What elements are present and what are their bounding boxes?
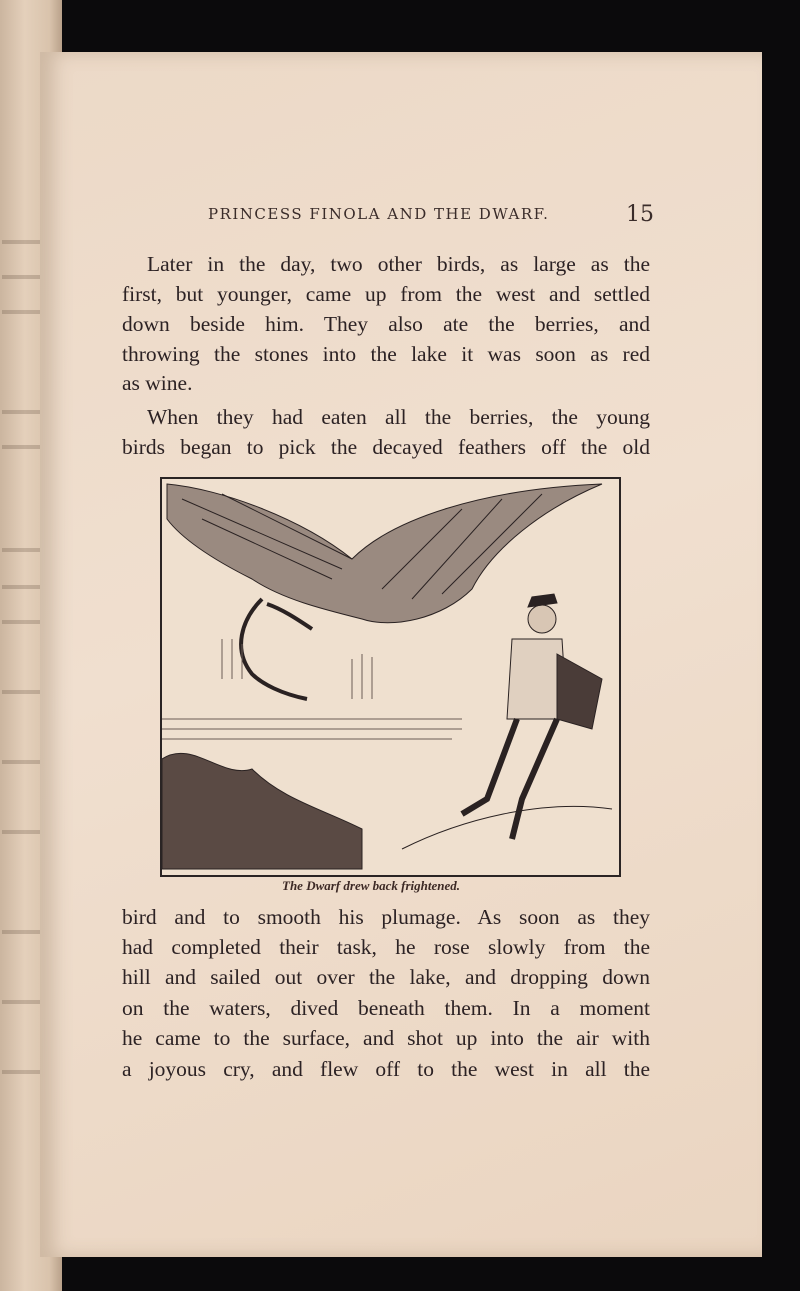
text-line: had completed their task, he rose slowly from the [122,935,650,959]
text-line: hill and sailed out over the lake, and dropping down [122,965,650,989]
running-header: PRINCESS FINOLA AND THE DWARF. [208,205,550,223]
text-line: first, but younger, came up from the west and settled [122,282,650,306]
text-line: as wine. [122,371,193,395]
text-line: Later in the day, two other birds, as large as the [147,252,650,276]
illustration-engraving [160,477,621,877]
illustration-caption: The Dwarf drew back frightened. [282,878,461,893]
text-line: birds began to pick the decayed feathers off the old [122,435,650,459]
text-line: throwing the stones into the lake it was soon as red [122,342,650,366]
engraving-drawing [162,479,619,875]
text-line: When they had eaten all the berries, the young [147,405,650,429]
text-line: bird and to smooth his plumage. As soon as they [122,905,650,929]
text-line: on the waters, dived beneath them. In a moment [122,996,650,1020]
page-number: 15 [626,202,654,227]
text-line: a joyous cry, and flew off to the west in all the [122,1057,650,1081]
text-line: he came to the surface, and shot up into the air with [122,1026,650,1050]
text-line: down beside him. They also ate the berries, and [122,312,650,336]
